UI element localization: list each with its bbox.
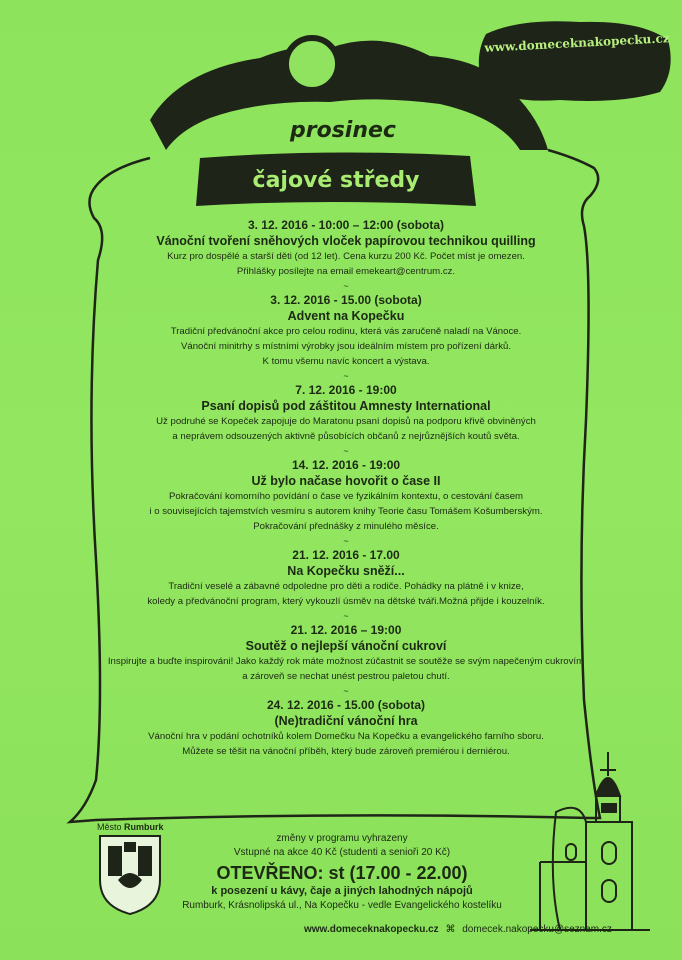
event-desc-line: Kurz pro dospělé a starší děti (od 12 let). Cena kurzu 200 Kč. Počet míst je omezen. [167, 251, 525, 262]
program-changes-note: změny v programu vyhrazeny [276, 833, 408, 844]
event-desc-line: Vánoční hra v podání ochotníků kolem Domečku Na Kopečku a evangelického farního sboru. [148, 731, 544, 742]
event-desc-line: Pokračování komorního povídání o čase ve fyzikálním kontextu, o cestování časem [168, 491, 524, 502]
event-desc-line: Tradiční předvánoční akce pro celou rodinu, která vás zaručeně naladí na Vánoce. [170, 326, 522, 337]
separator-icon: ~ [343, 611, 349, 621]
event-desc-line: a zároveň se nechat unést pestrou paletou chutí. [242, 671, 450, 682]
svg-text:A: A [196, 71, 233, 117]
event-desc-line: Můžete se těšit na vánoční příběh, který bude zároveň premiérou i derniérou. [182, 746, 510, 757]
event-desc-line: K tomu všemu navíc koncert a výstava. [262, 356, 430, 367]
event-desc-line: i o souvisejících tajemstvích vesmíru s autorem knihy Teorie času Tomášem Košumberským. [149, 506, 543, 517]
event-date: 21. 12. 2016 - 17.00 [292, 548, 400, 562]
separator-icon: ~ [343, 686, 349, 696]
event-title: Na Kopečku sněží... [287, 564, 405, 578]
bottom-contact [304, 924, 612, 935]
address-text: Rumburk, Krásnolipská ul., Na Kopečku - vedle Evangelického kostelíku [182, 900, 502, 911]
event-7 [100, 698, 592, 759]
event-date: 21. 12. 2016 – 19:00 [290, 623, 402, 637]
event-title: (Ne)tradiční vánoční hra [274, 714, 418, 728]
logo-o-circle [286, 38, 338, 90]
event-1 [100, 218, 592, 293]
event-title: Vánoční tvoření sněhových vloček papírovou technikou quilling [156, 234, 536, 248]
city-name: Rumburk [124, 822, 164, 832]
svg-text:PEČ: PEČ [340, 50, 418, 91]
event-desc-line: Už podruhé se Kopeček zapojuje do Maratonu psaní dopisů na podporu křivě obviněných [156, 416, 536, 427]
event-3 [100, 383, 592, 458]
event-title: Psaní dopisů pod záštitou Amnesty International [201, 399, 491, 413]
website-badge-text[interactable]: www.domeceknakopecku.cz [484, 31, 670, 55]
separator-icon: ~ [343, 446, 349, 456]
city-prefix: Město [97, 822, 122, 832]
command-symbol-icon: ⌘ [445, 924, 456, 935]
separator-icon: ~ [343, 281, 349, 291]
svg-text:K: K [250, 59, 277, 99]
event-title: Soutěž o nejlepší vánoční cukroví [245, 639, 447, 653]
footer-info [182, 832, 502, 913]
event-4 [100, 458, 592, 548]
event-desc-line: a neprávem odsouzených aktivně působících občanů z nejrůznějších koutů světa. [172, 431, 520, 442]
event-title: Advent na Kopečku [287, 309, 405, 323]
event-desc-line: Tradiční veselé a zábavné odpoledne pro děti a rodiče. Pohádky na plátně i v knize, [168, 581, 524, 592]
event-date: 14. 12. 2016 - 19:00 [291, 458, 401, 472]
event-date: 3. 12. 2016 - 15.00 (sobota) [270, 293, 422, 307]
bottom-website-link[interactable]: www.domeceknakopecku.cz [304, 924, 439, 935]
event-desc-line: Pokračování přednášky z minulého měsíce. [253, 521, 439, 532]
month-heading: prosinec [290, 118, 396, 143]
email-link[interactable]: domecek.nakopecku@seznam.cz [462, 924, 612, 935]
event-6 [100, 623, 592, 698]
church-drawing-icon [530, 752, 650, 930]
separator-icon: ~ [343, 536, 349, 546]
event-5 [100, 548, 592, 623]
event-date: 7. 12. 2016 - 19:00 [295, 383, 397, 397]
event-date: 24. 12. 2016 - 15.00 (sobota) [266, 698, 426, 712]
event-desc-line: Vánoční minitrhy s místními výrobky jsou ideálním místem pro pořízení dárků. [180, 341, 512, 352]
event-desc-line: Přihlášky posílejte na email emekeart@centrum.cz. [236, 266, 456, 277]
event-2 [100, 293, 592, 383]
svg-text:N: N [152, 90, 198, 140]
event-date: 3. 12. 2016 - 10:00 – 12:00 (sobota) [247, 218, 445, 232]
svg-text:K: K [432, 59, 466, 104]
event-desc-line: Inspirujte a buďte inspirováni! Jako každý rok máte možnost zúčastnit se soutěže se svým napečeným cukrovím [107, 656, 585, 667]
opening-hours: OTEVŘENO: st (17.00 - 22.00) [216, 863, 468, 883]
event-list [100, 218, 592, 759]
event-desc-line: koledy a předvánoční program, který vykouzlí úsměv na dětské tváři.Možná přijde i kouzelník. [147, 596, 545, 607]
series-title: čajové středy [252, 168, 420, 193]
svg-text:U: U [472, 75, 514, 123]
admission-info: Vstupné na akce 40 Kč (studenti a senioři 20 Kč) [233, 847, 451, 858]
city-label [97, 822, 164, 832]
event-title: Už bylo načase hovořit o čase II [251, 474, 441, 488]
offer-text: k posezení u kávy, čaje a jiných lahodných nápojů [211, 885, 473, 897]
separator-icon: ~ [343, 371, 349, 381]
rumburk-coat-of-arms-icon [100, 836, 160, 914]
